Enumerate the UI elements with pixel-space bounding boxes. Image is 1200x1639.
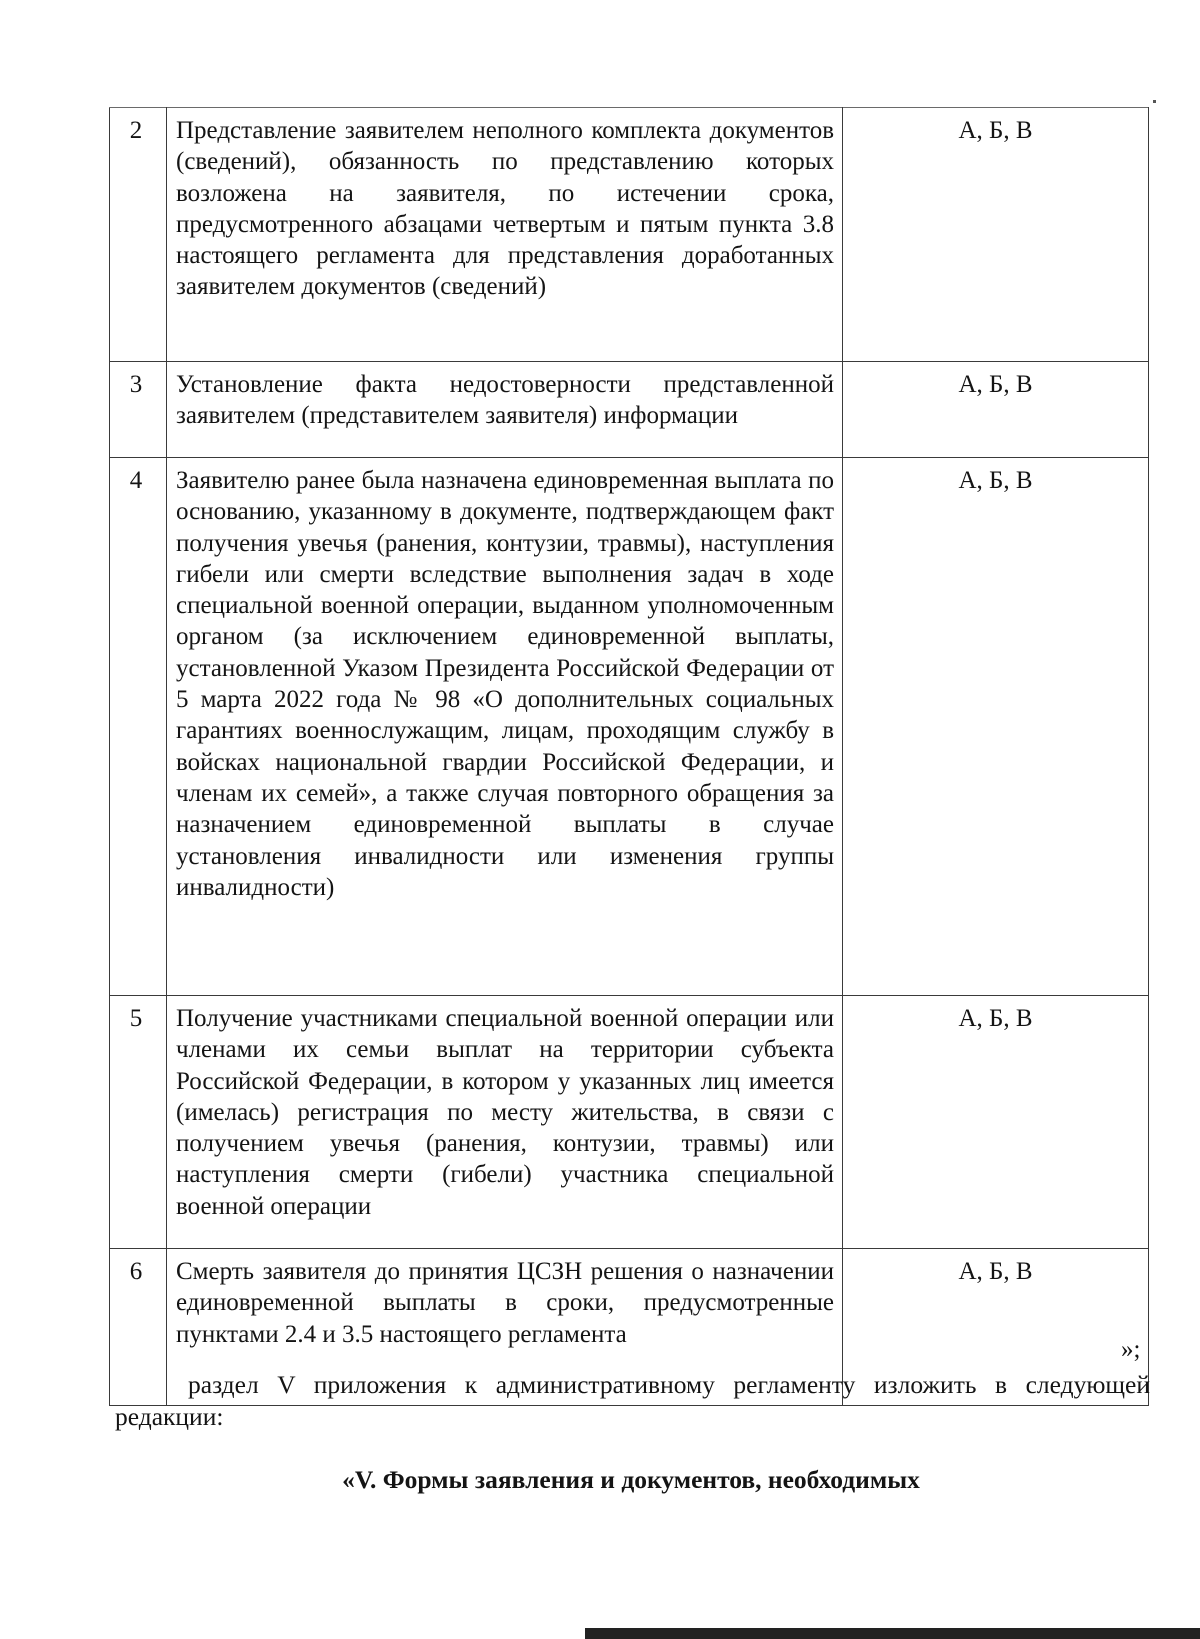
- row-number: 6: [110, 1249, 167, 1406]
- row-number: 5: [110, 996, 167, 1249]
- amendment-paragraph: раздел V приложения к административному регламенту изложить в следующей редакции:: [115, 1370, 1150, 1431]
- row-description: Смерть заявителя до принятия ЦСЗН решения о назначении единовременной выплаты в сроки, предусмотренные пунктами 2.4 и 3.5 настоящего регламента: [167, 1249, 843, 1406]
- row-codes: А, Б, В: [843, 996, 1149, 1249]
- row-codes: А, Б, В: [843, 458, 1149, 996]
- table-row: [110, 362, 1149, 458]
- row-number: 3: [110, 362, 167, 458]
- row-description: Установление факта недостоверности представленной заявителем (представителем заявителя) информации: [167, 362, 843, 458]
- row-number: 4: [110, 458, 167, 996]
- row-codes: А, Б, В: [843, 1249, 1149, 1406]
- scan-artifact: [1153, 100, 1156, 103]
- row-description: Заявителю ранее была назначена единовременная выплата по основанию, указанному в документе, подтверждающем факт получения увечья (ранения, контузии, травмы), наступления гибели или смерти вследствие выполнения задач в ходе специальной военной операции, выданном уполномоченным органом (за исключением единовременной выплаты, установленной Указом Президента Российской Федерации от 5 марта 2022 года № 98 «О дополнительных социальных гарантиях военнослужащим, лицам, проходящим службу в войсках национальной гвардии Российской Федерации, и членам их семей», а также случая повторного обращения за назначением единовременной выплаты в случае установления инвалидности или изменения группы инвалидности): [167, 458, 843, 996]
- row-codes: А, Б, В: [843, 362, 1149, 458]
- table-row: [110, 458, 1149, 996]
- section-heading: «V. Формы заявления и документов, необходимых: [342, 1465, 920, 1494]
- table-row: [110, 996, 1149, 1249]
- table-row: [110, 108, 1149, 362]
- closing-quote: »;: [1121, 1336, 1141, 1363]
- scan-edge: [585, 1628, 1200, 1639]
- row-codes: А, Б, В: [843, 108, 1149, 362]
- row-description: Получение участниками специальной военной операции или членами их семьи выплат на территории субъекта Российской Федерации, в котором у указанных лиц имеется (имелась) регистрация по месту жительства, в связи с получением увечья (ранения, контузии, травмы) или наступления смерти (гибели) участника специальной военной операции: [167, 996, 843, 1249]
- grounds-table: [109, 107, 1149, 1406]
- row-description: Представление заявителем неполного комплекта документов (сведений), обязанность по представлению которых возложена на заявителя, по истечении срока, предусмотренного абзацами четвертым и пятым пункта 3.8 настоящего регламента для представления доработанных заявителем документов (сведений): [167, 108, 843, 362]
- row-number: 2: [110, 108, 167, 362]
